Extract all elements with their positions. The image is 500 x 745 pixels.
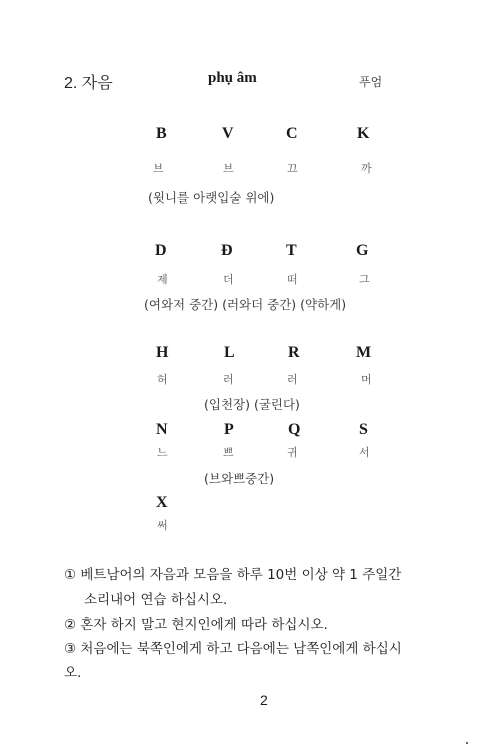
pronunciation: 브 xyxy=(223,162,234,175)
pronunciation: 제 xyxy=(157,273,168,286)
instruction-line: 오. xyxy=(64,665,82,681)
consonant-letter: V xyxy=(222,125,234,142)
pronunciation: 더 xyxy=(223,273,234,286)
consonant-letter: H xyxy=(156,344,169,361)
pronunciation: 느 xyxy=(157,446,168,459)
pronunciation: 끄 xyxy=(287,162,298,175)
consonant-letter: X xyxy=(156,494,168,511)
consonant-letter: T xyxy=(286,242,297,259)
instruction-line: 소리내어 연습 하십시오. xyxy=(84,592,228,608)
pronunciation: 허 xyxy=(157,373,168,386)
pronunciation: 쁘 xyxy=(223,446,234,459)
pronunciation: 러 xyxy=(287,373,298,386)
instruction-line: ② 혼자 하지 말고 현지인에게 따라 하십시오. xyxy=(64,617,328,633)
pronunciation-note: (입천장) (굴린다) xyxy=(204,397,300,412)
page-number: 2 xyxy=(260,692,268,708)
pronunciation: 머 xyxy=(361,373,372,386)
consonant-letter: R xyxy=(288,344,300,361)
consonant-letter: B xyxy=(156,125,167,142)
pronunciation: 그 xyxy=(359,273,370,286)
consonant-letter: N xyxy=(156,421,168,438)
consonant-letter: L xyxy=(224,344,235,361)
scan-speck xyxy=(466,742,468,744)
pronunciation: 써 xyxy=(157,519,168,532)
instruction-line: ① 베트남어의 자음과 모음을 하루 10번 이상 약 1 주일간 xyxy=(64,567,402,583)
pronunciation: 브 xyxy=(153,162,164,175)
pronunciation-note: (윗니를 아랫입술 위에) xyxy=(148,190,275,205)
pronunciation-note: (여와저 중간) (러와더 중간) (약하게) xyxy=(144,297,347,312)
consonant-letter: K xyxy=(357,125,370,142)
pronunciation-note: (브와쁘중간) xyxy=(204,471,275,486)
consonant-letter: G xyxy=(356,242,369,259)
consonant-letter: Đ xyxy=(221,242,233,259)
consonant-letter: Q xyxy=(288,421,301,438)
consonant-letter: P xyxy=(224,421,234,438)
consonant-letter: M xyxy=(356,344,372,361)
consonant-letter: C xyxy=(286,125,298,142)
vietnamese-term: phụ âm xyxy=(208,70,257,86)
pronunciation: 러 xyxy=(223,373,234,386)
pronunciation: 까 xyxy=(361,162,372,175)
section-title: 2. 자음 xyxy=(64,75,113,92)
consonant-letter: D xyxy=(155,242,167,259)
consonant-letter: S xyxy=(359,421,368,438)
instruction-line: ③ 처음에는 북쪽인에게 하고 다음에는 남쪽인에게 하십시 xyxy=(64,641,402,657)
korean-reading: 푸엄 xyxy=(359,75,383,89)
pronunciation: 서 xyxy=(359,446,370,459)
pronunciation: 귀 xyxy=(287,446,298,459)
pronunciation: 떠 xyxy=(287,273,298,286)
